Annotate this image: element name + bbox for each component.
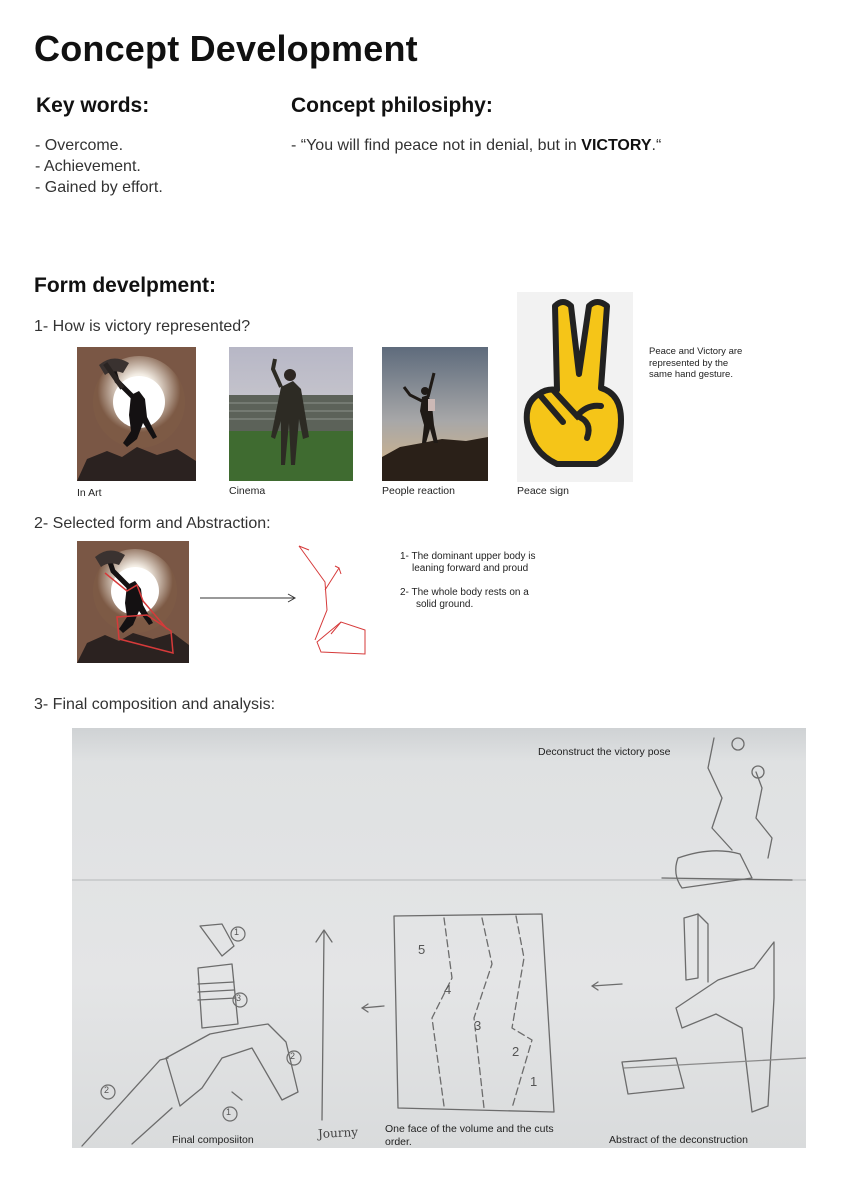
deconstruct-label: Deconstruct the victory pose <box>538 746 671 758</box>
note-2a: 2- The whole body rests on a <box>400 587 529 598</box>
selected-art-illustration <box>77 541 189 663</box>
note-1a: 1- The dominant upper body is <box>400 551 536 562</box>
caption-peace: Peace sign <box>517 485 569 497</box>
note-1b: leaning forward and proud <box>412 563 529 574</box>
sketch-drawing <box>72 728 806 1148</box>
art-image <box>77 347 196 481</box>
cinema-photo <box>229 347 353 481</box>
keywords-heading: Key words: <box>36 94 150 117</box>
question-3: 3- Final composition and analysis: <box>34 696 276 713</box>
philosophy-heading: Concept philosiphy: <box>291 94 493 117</box>
caption-art: In Art <box>77 487 102 499</box>
page-title: Concept Development <box>34 28 418 69</box>
circled-number: 2 <box>104 1085 110 1095</box>
peace-hand-icon <box>517 292 633 482</box>
face-cuts-label: One face of the volume and the cuts order. <box>385 1123 554 1148</box>
face-number-3: 3 <box>474 1018 482 1033</box>
sketch-photo <box>72 728 806 1148</box>
arrow-right-icon <box>198 590 298 606</box>
face-number-2: 2 <box>512 1044 520 1059</box>
face-number-1: 1 <box>530 1074 538 1089</box>
caption-people: People reaction <box>382 485 455 497</box>
form-heading: Form develpment: <box>34 274 217 297</box>
question-2: 2- Selected form and Abstraction: <box>34 515 271 532</box>
abstract-label: Abstract of the deconstruction <box>609 1134 748 1146</box>
keyword-item: - Gained by effort. <box>35 179 163 196</box>
face-number-4: 4 <box>444 982 452 997</box>
abstraction-notes <box>400 551 535 611</box>
cinema-image <box>229 347 353 481</box>
final-composition-label: Final composiiton <box>172 1134 254 1146</box>
circled-number: 3 <box>236 993 242 1003</box>
circled-number: 1 <box>226 1107 232 1117</box>
quote-text: - “You will find peace not in denial, but in <box>291 137 582 154</box>
caption-cinema: Cinema <box>229 485 266 497</box>
question-1: 1- How is victory represented? <box>34 318 251 335</box>
keyword-item: - Achievement. <box>35 158 141 175</box>
art-illustration <box>77 347 196 481</box>
note-2b: solid ground. <box>416 599 474 610</box>
journey-label: Journy <box>317 1124 359 1142</box>
face-number-5: 5 <box>418 942 426 957</box>
circled-number: 1 <box>234 927 240 937</box>
circled-number: 2 <box>290 1051 296 1061</box>
keywords-list <box>35 135 163 198</box>
peace-note: Peace and Victory are represented by the same hand gesture. <box>649 346 743 380</box>
philosophy-quote <box>291 135 661 156</box>
quote-end: .“ <box>651 137 662 154</box>
keyword-item: - Overcome. <box>35 137 124 154</box>
selected-form-image <box>77 541 189 663</box>
people-image <box>382 347 488 481</box>
quote-bold: VICTORY <box>581 137 652 154</box>
peace-sign-image <box>517 292 633 482</box>
people-photo <box>382 347 488 481</box>
abstraction-sketch <box>295 540 375 660</box>
